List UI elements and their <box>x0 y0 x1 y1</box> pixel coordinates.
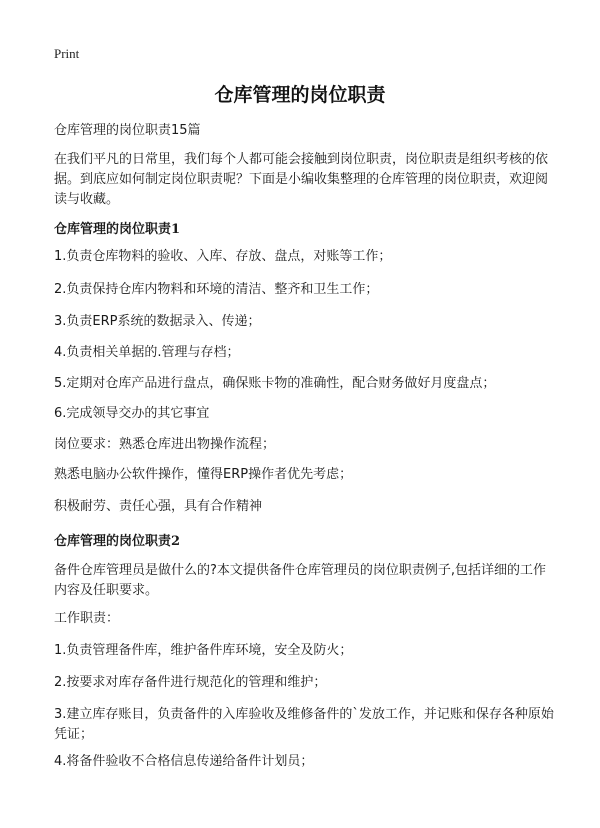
section-heading-2: 仓库管理的岗位职责2 <box>54 534 181 549</box>
duty-item: 4.将备件验收不合格信息传递给备件计划员； <box>54 754 314 769</box>
duty-item: 4.负责相关单据的.管理与存档； <box>54 345 240 360</box>
duty-item: 3.负责ERP系统的数据录入、传递； <box>54 314 261 329</box>
duty-item: 5.定期对仓库产品进行盘点，确保账卡物的准确性，配合财务做好月度盘点； <box>54 376 496 391</box>
duty-item: 1.负责管理备件库，维护备件库环境，安全及防火； <box>54 643 353 658</box>
requirement-item: 积极耐劳、责任心强，具有合作精神 <box>54 499 263 514</box>
duty-item: 6.完成领导交办的其它事宜 <box>54 406 210 421</box>
requirement-item: 熟悉电脑办公软件操作，懂得ERP操作者优先考虑； <box>54 467 353 482</box>
requirement-item: 岗位要求：熟悉仓库进出物操作流程； <box>54 437 276 452</box>
print-link[interactable]: Print <box>54 46 80 61</box>
section-intro-paragraph: 备件仓库管理员是做什么的?本文提供备件仓库管理员的岗位职责例子,包括详细的工作内容及任职要求。 <box>54 563 547 598</box>
duty-item: 2.按要求对库存备件进行规范化的管理和维护； <box>54 675 327 690</box>
duty-item: 3.建立库存账目，负责备件的入库验收及维修备件的`发放工作，并记账和保存各种原始凭证； <box>54 707 554 742</box>
intro-paragraph: 在我们平凡的日常里，我们每个人都可能会接触到岗位职责，岗位职责是组织考核的依据。到底应如何制定岗位职责呢？下面是小编收集整理的仓库管理的岗位职责，欢迎阅读与收藏。 <box>54 152 549 207</box>
duty-item: 2.负责保持仓库内物料和环境的清洁、整齐和卫生工作； <box>54 282 379 297</box>
duty-item: 1.负责仓库物料的验收、入库、存放、盘点，对账等工作； <box>54 249 392 264</box>
section-heading-1: 仓库管理的岗位职责1 <box>54 222 181 237</box>
document-subtitle: 仓库管理的岗位职责15篇 <box>54 123 201 138</box>
duties-label: 工作职责： <box>54 611 120 626</box>
page-title: 仓库管理的岗位职责 <box>214 84 386 106</box>
